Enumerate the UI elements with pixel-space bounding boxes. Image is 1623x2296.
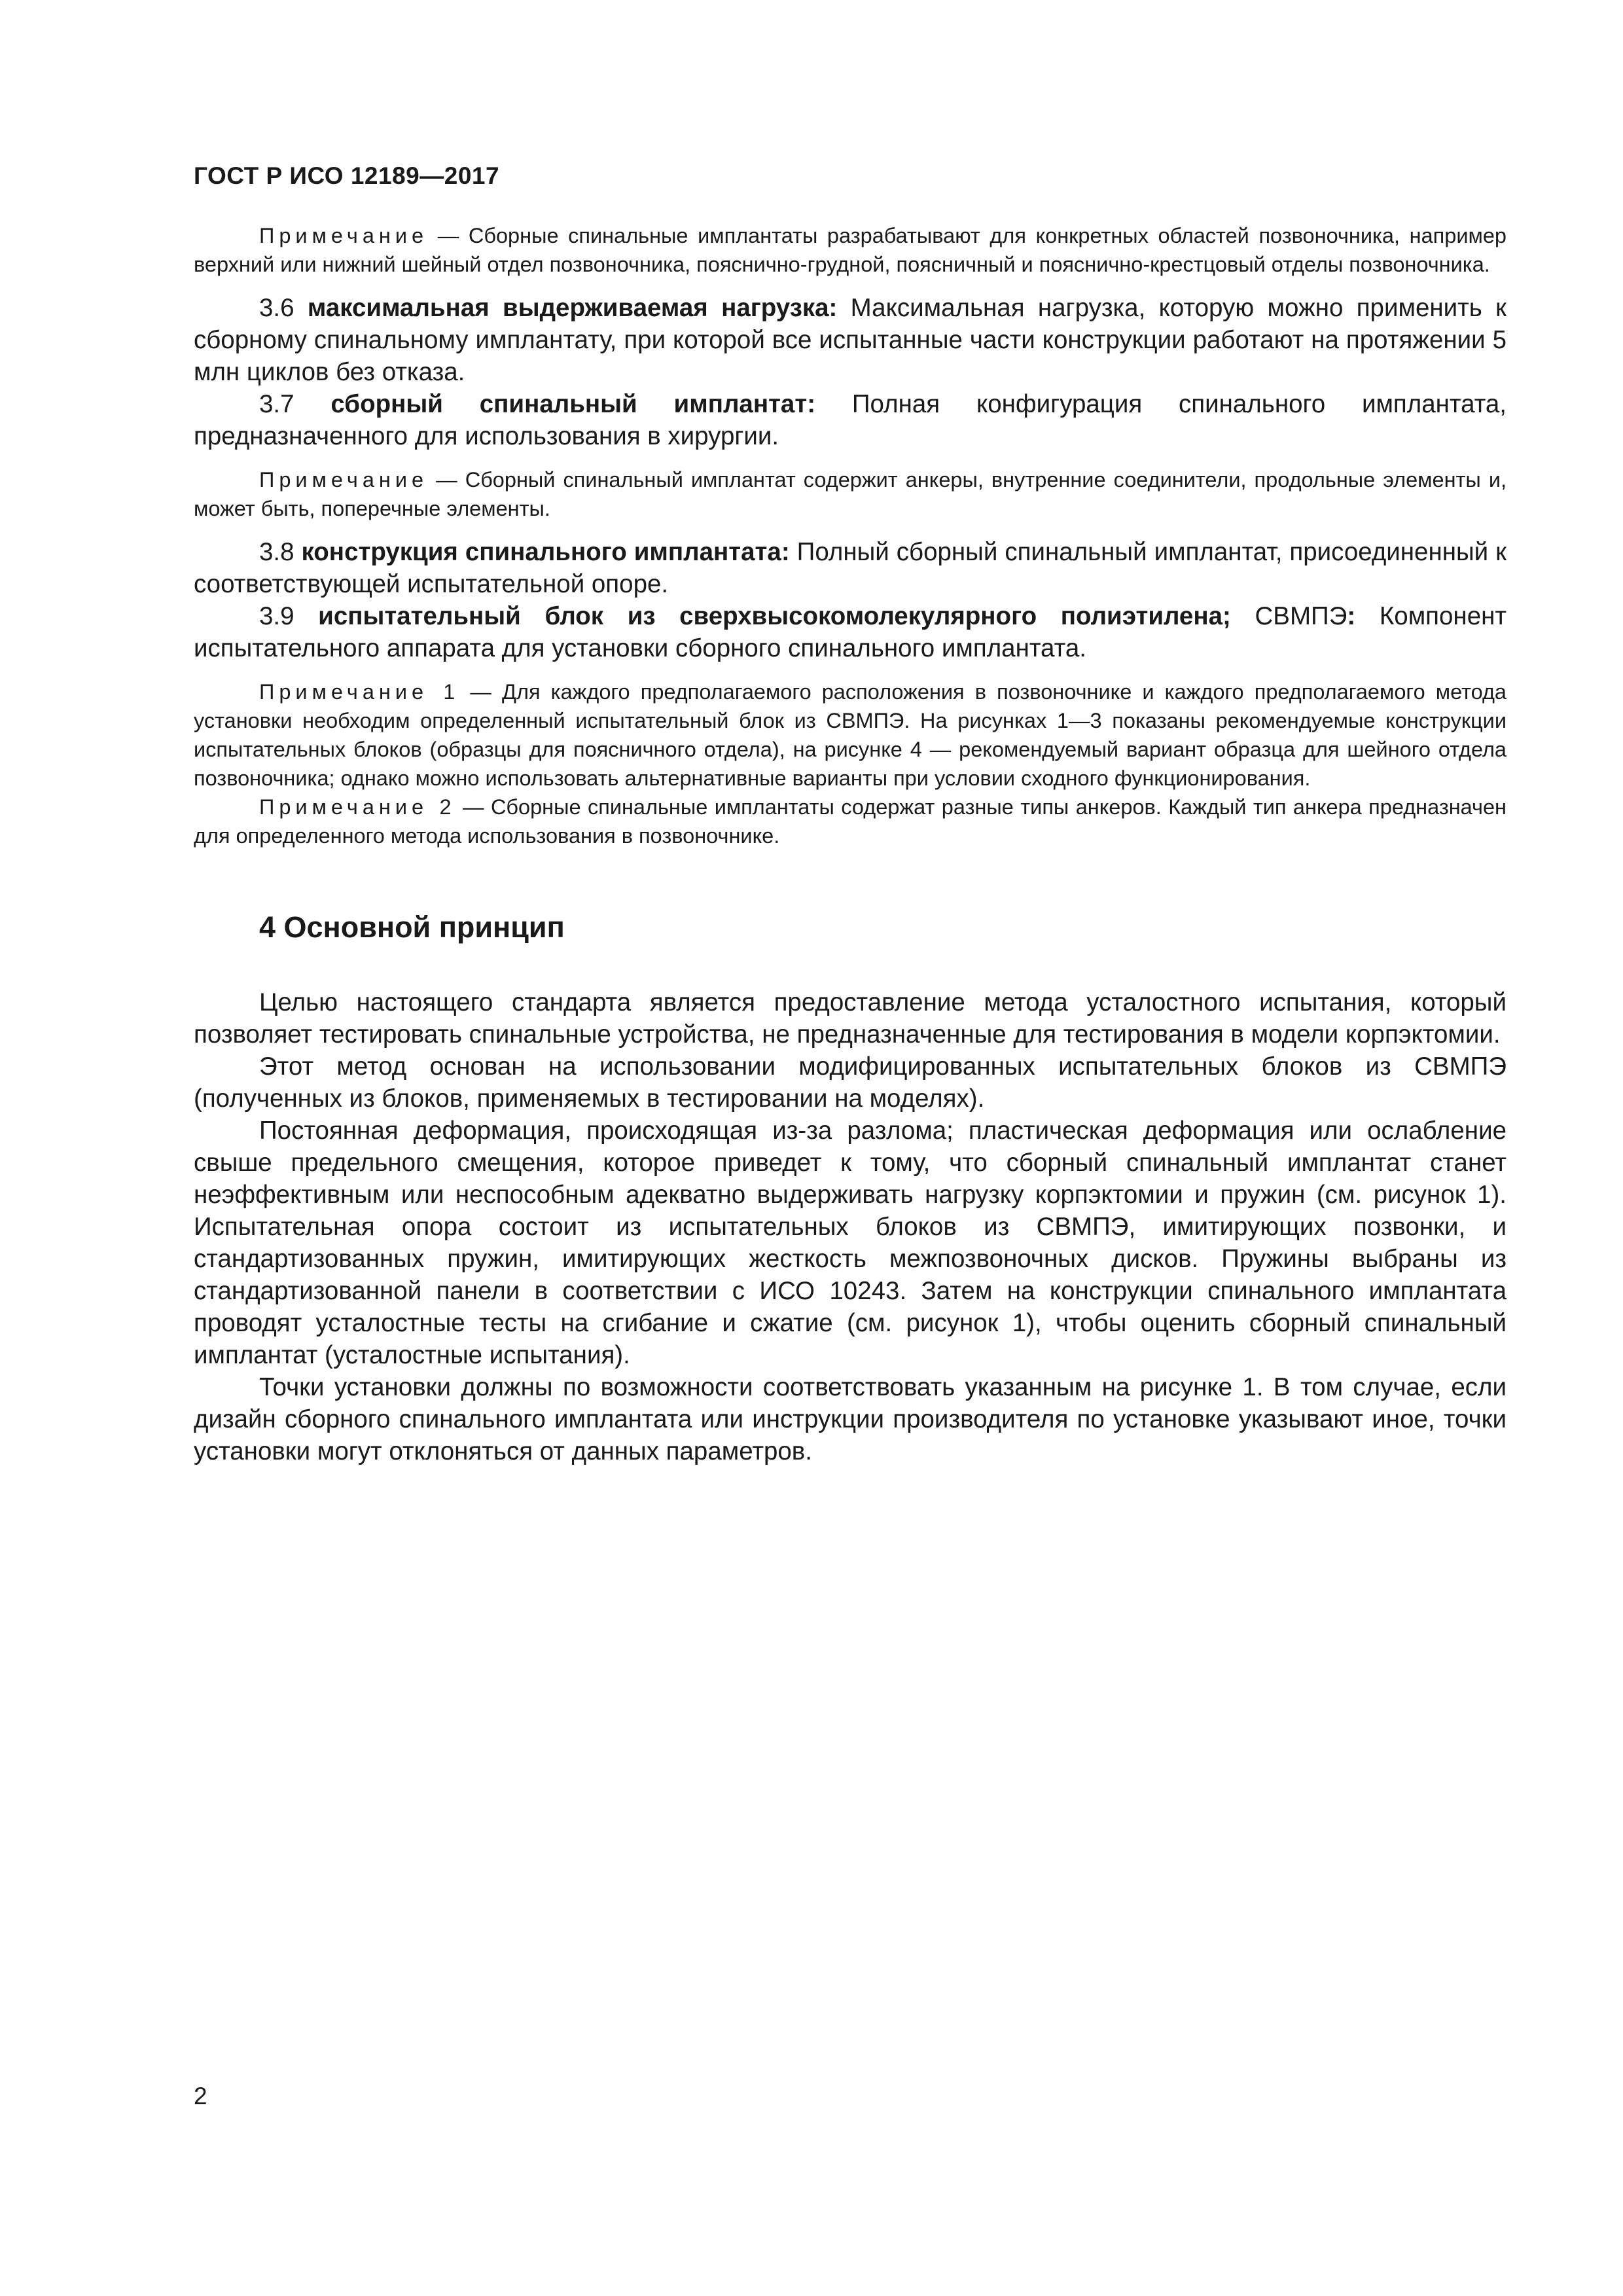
note-text: — Сборные спинальные имплантаты содержат разные типы анкеров. Каждый тип анкера предназначен для определенного метода использования в позвоночнике.: [194, 795, 1507, 848]
definition-text: Полная конфигурация спинального имплантата, предназначенного для использования в хирургии.: [194, 390, 1507, 450]
standard-header: ГОСТ Р ИСО 12189—2017: [194, 162, 500, 189]
definition-3-7: [194, 388, 1507, 452]
definition-number: 3.6: [259, 294, 308, 322]
definition-term: испытательный блок из сверхвысокомолекулярного полиэтилена;: [318, 602, 1231, 630]
body-paragraph: Целью настоящего стандарта является предоставление метода усталостного испытания, который позволяет тестировать спинальные устройства, не предназначенные для тестирования в модели корпэктомии.: [194, 988, 1507, 1049]
definition-3-8: [194, 536, 1507, 600]
definition-number: 3.9: [259, 602, 319, 630]
note-label: Примечание 2: [259, 795, 456, 819]
definition-term: конструкция спинального имплантата:: [301, 538, 790, 566]
definition-3-9: [194, 600, 1507, 664]
body-paragraph: Точки установки должны по возможности соответствовать указанным на рисунке 1. В том случае, если дизайн сборного спинального имплантата или инструкции производителя по установке указывают иное, точки установки могут отклоняться от данных параметров.: [194, 1373, 1507, 1465]
definition-text: Компонент испытательного аппарата для установки сборного спинального имплантата.: [194, 602, 1507, 662]
definition-text: Максимальная нагрузка, которую можно применить к сборному спинальному имплантату, при которой все испытанные части конструкции работают на протяжении 5 млн циклов без отказа.: [194, 294, 1507, 386]
note-paragraph: [194, 465, 1507, 523]
note-text: — Сборные спинальные имплантаты разрабатывают для конкретных областей позвоночника, например верхний или нижний шейный отдел позвоночника, пояснично-грудной, поясничный и пояснично-крестцовый отделы позвоночника.: [194, 224, 1507, 276]
section-heading: 4 Основной принцип: [259, 910, 565, 944]
page-content: [194, 221, 1507, 1467]
definition-colon: :: [1347, 602, 1356, 630]
body-paragraph: Этот метод основан на использовании модифицированных испытательных блоков из СВМПЭ (полученных из блоков, применяемых в тестировании на моделях).: [194, 1052, 1507, 1113]
note-paragraph: [194, 221, 1507, 279]
definition-number: 3.8: [259, 538, 302, 566]
note-text: — Сборный спинальный имплантат содержит анкеры, внутренние соединители, продольные элементы и, может быть, поперечные элементы.: [194, 468, 1507, 520]
page-number: 2: [194, 2083, 207, 2109]
definition-term: максимальная выдерживаемая нагрузка:: [307, 294, 838, 322]
definition-abbreviation: СВМПЭ: [1230, 602, 1347, 630]
definition-text: Полный сборный спинальный имплантат, присоединенный к соответствующей испытательной опоре.: [194, 538, 1507, 598]
note-1-paragraph: [194, 677, 1507, 793]
note-label: Примечание: [259, 224, 429, 247]
definition-3-6: [194, 292, 1507, 388]
note-text: — Для каждого предполагаемого расположения в позвоночнике и каждого предполагаемого метода установки необходим определенный испытательный блок из СВМПЭ. На рисунках 1—3 показаны рекомендуемые конструкции испытательных блоков (образцы для поясничного отдела), на рисунке 4 — рекомендуемый вариант образца для шейного отдела позвоночника; однако можно использовать альтернативные варианты при условии сходного функционирования.: [194, 680, 1507, 790]
definition-term: сборный спинальный имплантат:: [330, 390, 816, 418]
definition-number: 3.7: [259, 390, 331, 418]
note-label: Примечание 1: [259, 680, 460, 704]
body-paragraph: Постоянная деформация, происходящая из-за разлома; пластическая деформация или ослабление свыше предельного смещения, которое приведет к тому, что сборный спинальный имплантат станет неэффективным или неспособным адекватно выдерживать нагрузку корпэктомии и пружин (см. рисунок 1). Испытательная опора состоит из испытательных блоков из СВМПЭ, имитирующих позвонки, и стандартизованных пружин, имитирующих жесткость межпозвоночных дисков. Пружины выбраны из стандартизованной панели в соответствии с ИСО 10243. Затем на конструкции спинального имплантата проводят усталостные тесты на сгибание и сжатие (см. рисунок 1), чтобы оценить сборный спинальный имплантат (усталостные испытания).: [194, 1117, 1507, 1369]
note-2-paragraph: [194, 793, 1507, 850]
note-label: Примечание: [259, 468, 429, 492]
